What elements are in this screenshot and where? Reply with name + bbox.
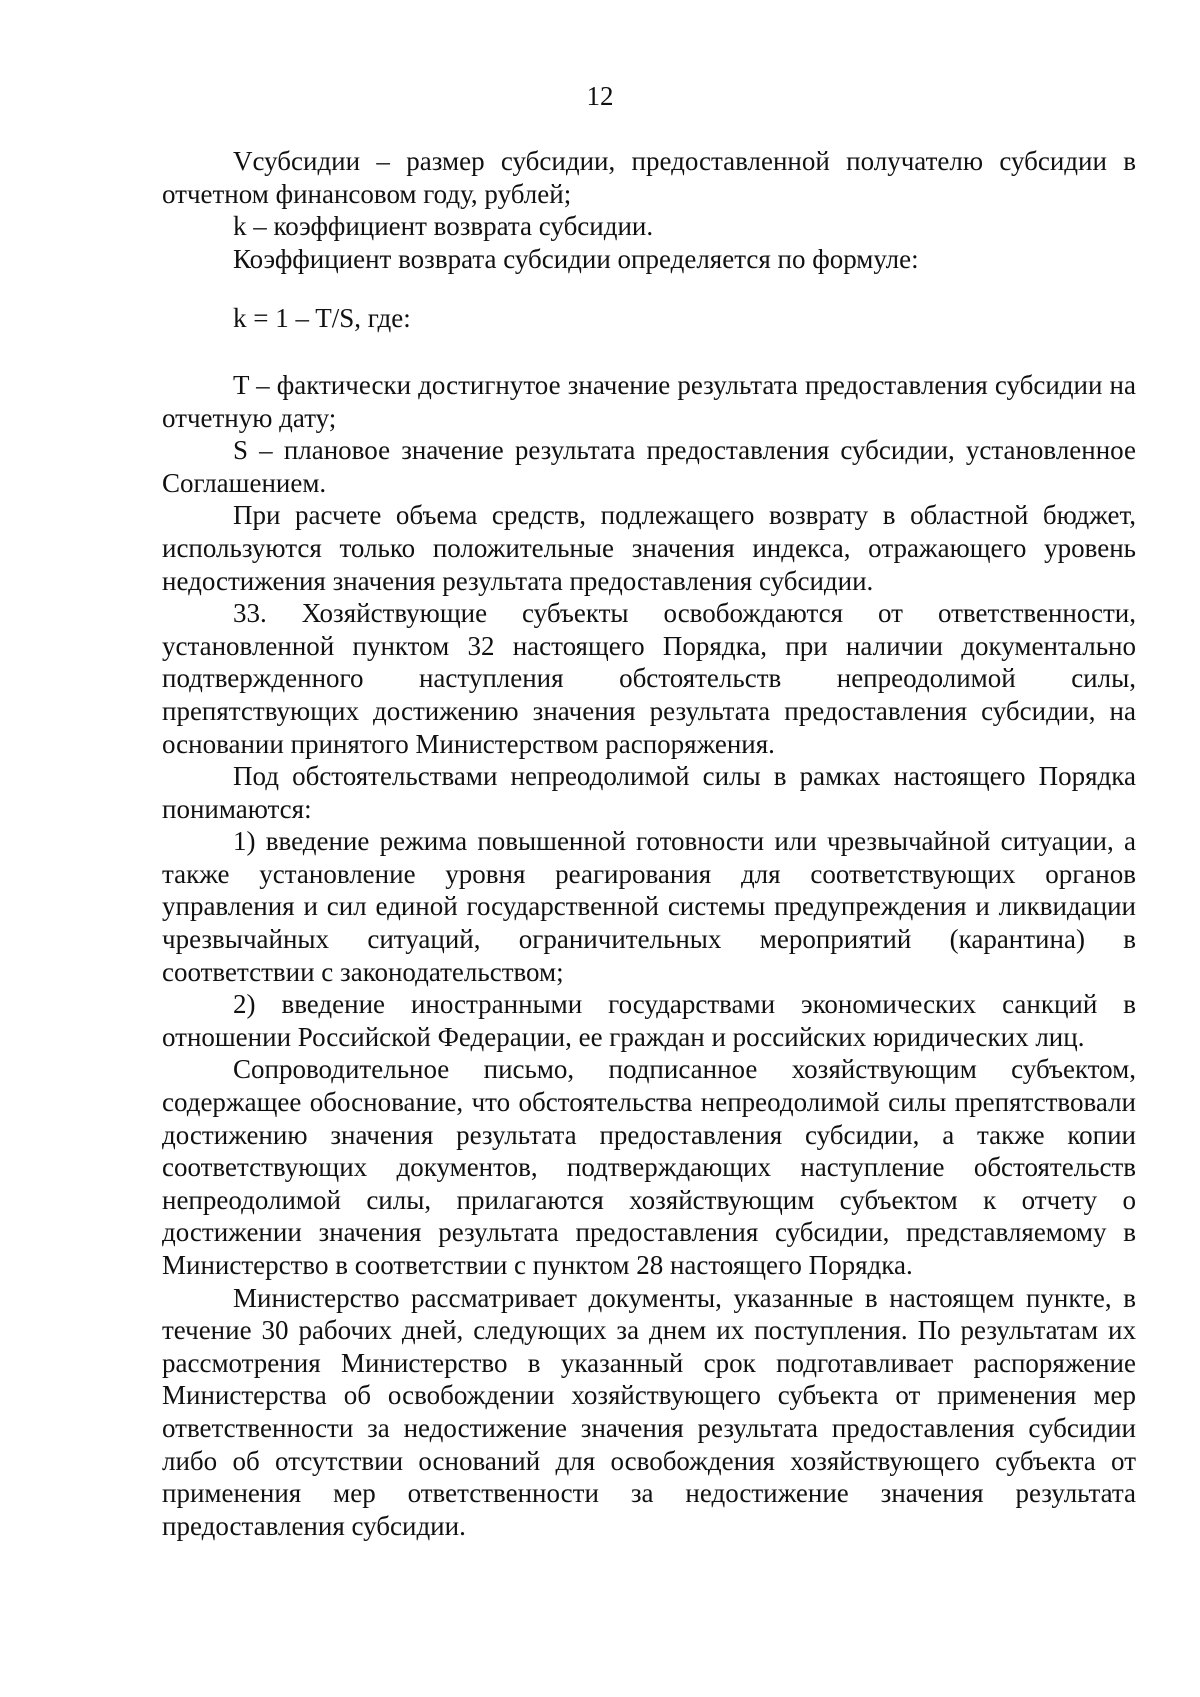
document-body [162,145,1136,1542]
paragraph-item-33: 33. Хозяйствующие субъекты освобождаются от ответственности, установленной пунктом 32 настоящего Порядка, при наличии документально подтвержденного наступления обстоятельств непреодолимой силы, препятствующих достижению значения результата предоставления субсидии, на основании принятого Министерством распоряжения. [162,598,1136,759]
paragraph-s-definition: S – плановое значение результата предоставления субсидии, установленное Соглашением. [162,435,1136,498]
paragraph-calculation-note: При расчете объема средств, подлежащего возврату в областной бюджет, используются только положительные значения индекса, отражающего уровень недостижения значения результата предоставления субсидии. [162,500,1136,596]
paragraph-cover-letter: Сопроводительное письмо, подписанное хозяйствующим субъектом, содержащее обоснование, что обстоятельства непреодолимой силы препятствовали достижению значения результата предоставления субсидии, а также копии соответствующих документов, подтверждающих наступление обстоятельств непреодолимой силы, прилагаются хозяйствующим субъектом к отчету о достижении значения результата предоставления субсидии, представляемому в Министерство в соответствии с пунктом 28 настоящего Порядка. [162,1054,1136,1280]
page-number: 12 [586,81,614,111]
formula: k = 1 – T/S, где: [233,303,411,334]
paragraph-formula-intro: Коэффициент возврата субсидии определяется по формуле: [233,243,919,274]
paragraph-force-majeure-intro: Под обстоятельствами непреодолимой силы в рамках настоящего Порядка понимаются: [162,761,1136,824]
paragraph-v-definition: Vсубсидии – размер субсидии, предоставленной получателю субсидии в отчетном финансовом году, рублей; [162,146,1136,209]
paragraph-t-definition: T – фактически достигнутое значение результата предоставления субсидии на отчетную дату; [162,369,1136,433]
paragraph-ministry-review: Министерство рассматривает документы, указанные в настоящем пункте, в течение 30 рабочих дней, следующих за днем их поступления. По результатам их рассмотрения Министерство в указанный срок подготавливает распоряжение Министерства об освобождении хозяйствующего субъекта от применения мер ответственности за недостижение значения результата предоставления субсидии либо об отсутствии оснований для освобождения хозяйствующего субъекта от применения мер ответственности за недостижение значения результата предоставления субсидии. [162,1282,1136,1541]
paragraph-list-item-1: 1) введение режима повышенной готовности или чрезвычайной ситуации, а также установление уровня реагирования для соответствующих органов управления и сил единой государственной системы предупреждения и ликвидации чрезвычайных ситуаций, ограничительных мероприятий (карантина) в соответствии с законодательством; [162,826,1136,987]
paragraph-k-definition: k – коэффициент возврата субсидии. [233,211,654,242]
paragraph-list-item-2: 2) введение иностранными государствами экономических санкций в отношении Российской Федерации, ее граждан и российских юридических лиц. [162,989,1136,1052]
